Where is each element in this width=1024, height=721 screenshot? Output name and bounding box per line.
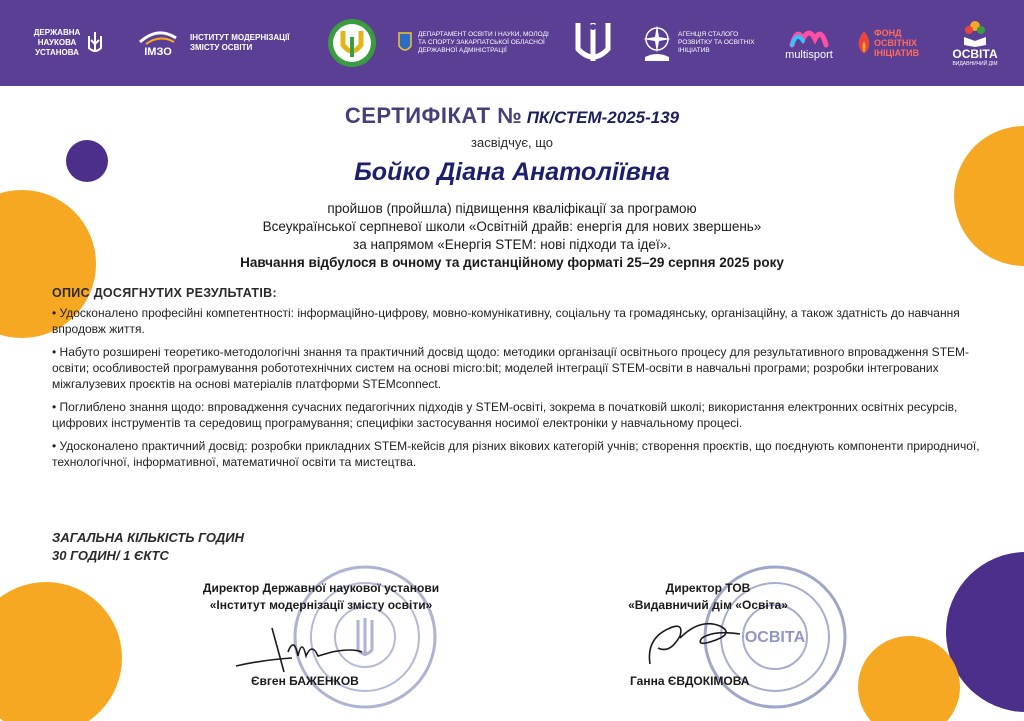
certificate-number: ПК/СТЕМ-2025-139 [526, 108, 680, 127]
department-logo [398, 31, 554, 55]
orange-circle-bottom-right [858, 636, 960, 721]
certificate-title [0, 103, 1024, 129]
left-signatory-title-line: «Інститут модернізації змісту освіти» [209, 598, 433, 612]
program-line: Всеукраїнської серпневої школи «Освітній драйв: енергія для нових звершень» [262, 219, 762, 234]
certifies-text: засвідчує, що [471, 135, 553, 150]
fund-text: ФОНД ОСВІТНІХ ІНІЦІАТИВ [874, 28, 920, 58]
trident-shield-icon [572, 19, 614, 67]
trident-shield-logo [572, 19, 614, 67]
right-signatory-title-line: «Видавничий дім «Освіта» [628, 598, 788, 612]
osvita-subtext: ВИДАВНИЧИЙ ДІМ [952, 61, 998, 67]
results-heading: ОПИС ДОСЯГНУТИХ РЕЗУЛЬТАТІВ: [52, 286, 277, 300]
imzo-abbr: ІМЗО [144, 46, 172, 58]
multisport-text: multisport [785, 49, 833, 61]
right-signature [640, 608, 760, 672]
trident-icon [86, 30, 104, 56]
right-signatory-name: Ганна ЄВДОКІМОВА [630, 674, 750, 688]
sustainable-agency-logo [640, 23, 762, 63]
total-hours-label: ЗАГАЛЬНА КІЛЬКІСТЬ ГОДИН [52, 530, 244, 545]
left-signatory-name: Євген БАЖЕНКОВ [251, 674, 359, 688]
osvita-logo [946, 19, 1004, 67]
results-item: • Поглиблено знання щодо: впровадження сучасних педагогічних підходів у STEM-освіті, зокрема в початковій школі; використання електронних освітніх ресурсів, цифрових інструментів та середовищ програмування; специфіки застосування носимої електроніки у навчальному процесі. [52, 400, 958, 430]
sustainable-agency-text: АГЕНЦІЯ СТАЛОГО РОЗВИТКУ ТА ОСВІТНІХ ІНІЦІАТИВ [678, 31, 755, 54]
compass-star-icon [640, 23, 674, 63]
imzo-logo [134, 28, 322, 58]
total-hours [52, 529, 244, 565]
program-line: Навчання відбулося в очному та дистанційному форматі 25–29 серпня 2025 року [240, 255, 784, 270]
imzo-text: ІНСТИТУТ МОДЕРНІЗАЦІЇ ЗМІСТУ ОСВІТИ [190, 33, 290, 52]
fund-logo [856, 28, 932, 58]
right-signatory-title-line: Директор ТОВ [665, 581, 751, 595]
flower-book-icon [960, 19, 990, 47]
program-line: пройшов (пройшла) підвищення кваліфікації за програмою [327, 201, 697, 216]
stamp-text: ОСВІТА [744, 629, 806, 646]
coat-of-arms-icon [398, 32, 412, 54]
left-signatory-title-line: Директор Державної наукової установи [202, 581, 440, 595]
results-item: • Удосконалено практичний досвід: розробки прикладних STEM-кейсів для різних вікових категорій учнів; створення проєктів, що поєднують компоненти природничої, технологічної, інформативної, математичної освіти та мистецтва. [52, 439, 980, 469]
orange-circle-bottom-left [0, 582, 122, 721]
certificate-title-word: СЕРТИФІКАТ № [344, 103, 523, 128]
osvita-text: ОСВІТА [952, 47, 998, 61]
program-line: за напрямом «Енергія STEM: нові підходи та ідеї». [353, 237, 671, 252]
total-hours-value: 30 ГОДИН/ 1 ЄКТС [52, 548, 169, 563]
state-institution-text: ДЕРЖАВНА НАУКОВА УСТАНОВА [33, 28, 81, 57]
department-text: ДЕПАРТАМЕНТ ОСВІТИ І НАУКИ, МОЛОДІ ТА СПОРТУ ЗАКАРПАТСЬКОЇ ОБЛАСНОЇ ДЕРЖАВНОЇ АДМІНІСТРАЦІЇ [418, 31, 549, 54]
round-u-icon [326, 17, 378, 69]
swoosh-icon [138, 28, 178, 46]
state-institution-logo [28, 28, 120, 58]
results-list [52, 305, 982, 477]
results-item: • Удосконалено професійні компетентності: інформаційно-цифрову, мовно-комунікативну, соціальну та громадянську, організаційну, а також здатність до навчання впродовж життя. [52, 306, 960, 336]
flame-icon [856, 29, 872, 57]
program-description [0, 200, 1024, 272]
recipient-name: Бойко Діана Анатоліївна [354, 158, 670, 186]
results-item: • Набуто розширені теоретико-методологічні знання та практичний досвід щодо: методики організації освітнього процесу для результативного впровадження STEM-освіти; особливостей програмування робототехнічних систем на основі micro:bit; моделей інтеграції STEM-освіти в навчальні програми; розробки інтегрованих міжгалузевих проєктів на основі матеріалів платформи STEMconnect. [52, 345, 970, 391]
left-signatory-title [150, 580, 492, 614]
multisport-mark-icon [789, 25, 829, 49]
left-signature [232, 622, 372, 678]
multisport-logo [776, 25, 842, 61]
header-banner [0, 0, 1024, 86]
round-u-logo [326, 17, 378, 69]
